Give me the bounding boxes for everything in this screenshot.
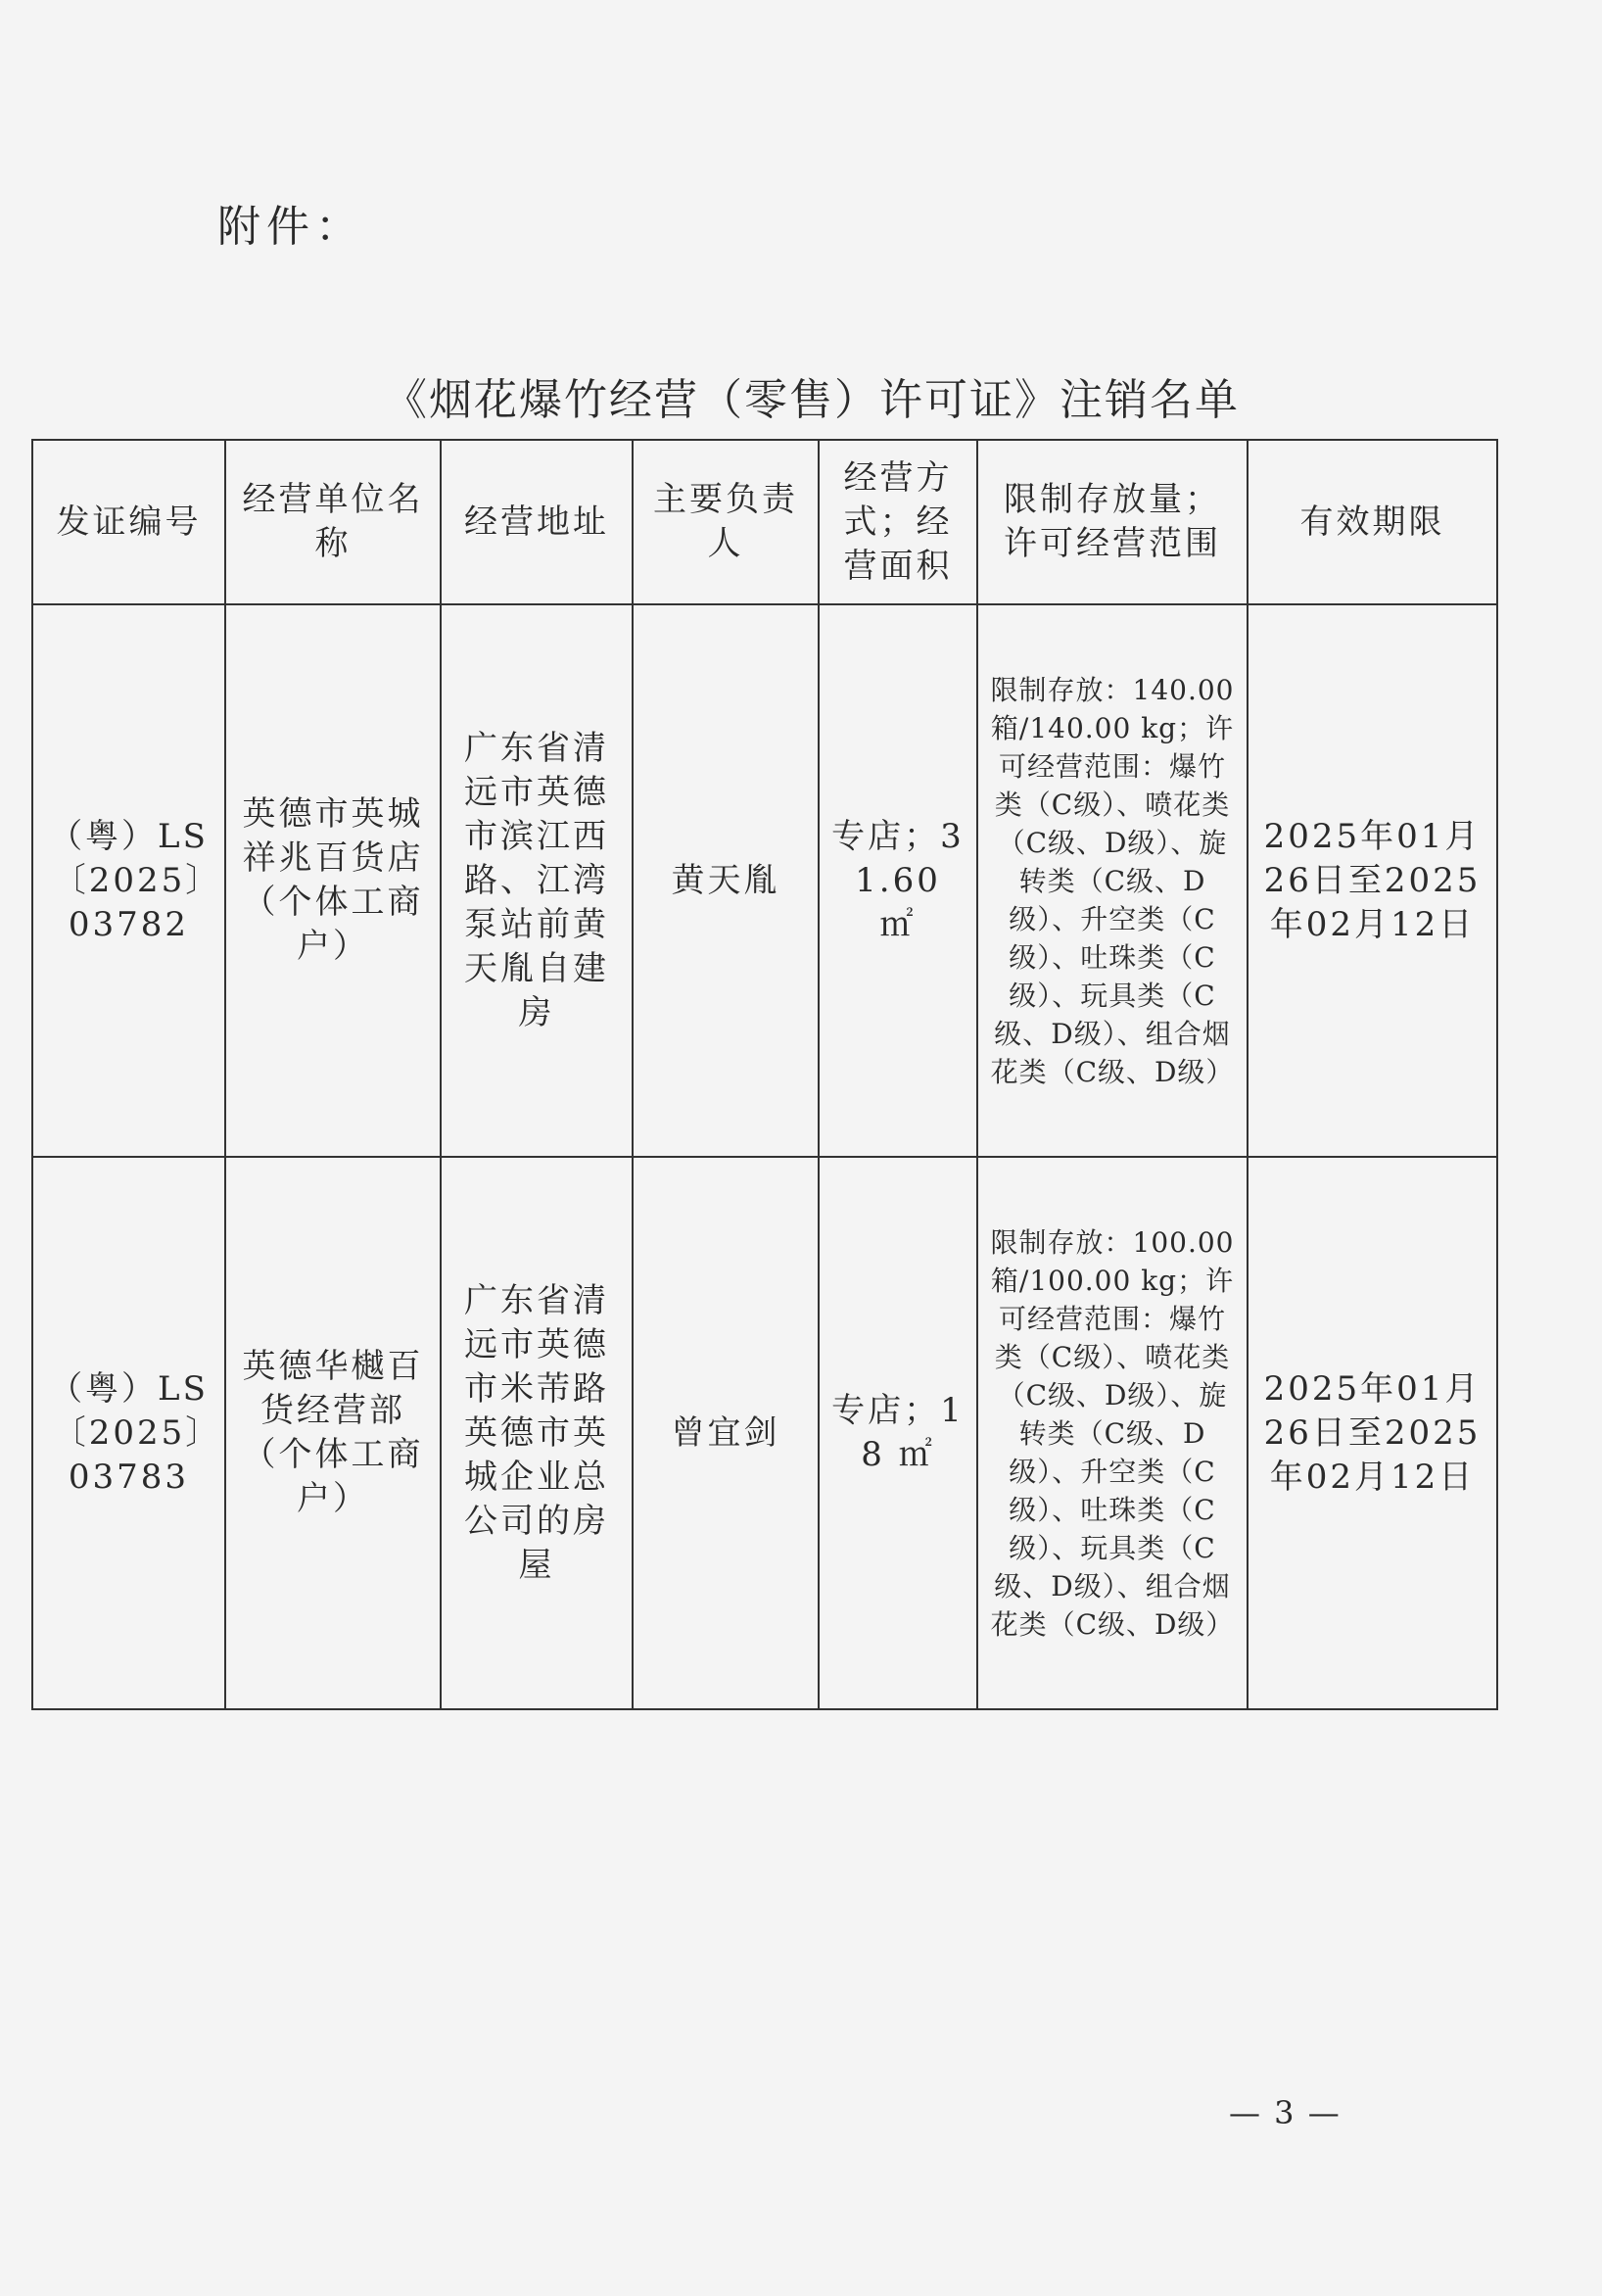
cell-validity: 2025年01月26日至2025年02月12日 (1248, 1157, 1497, 1709)
cell-mode-area: 专店；18 ㎡ (819, 1157, 977, 1709)
cell-address: 广东省清远市英德市滨江西路、江湾泵站前黄天胤自建房 (441, 604, 633, 1157)
cell-validity: 2025年01月26日至2025年02月12日 (1248, 604, 1497, 1157)
cell-license-no: （粤）LS〔2025〕03782 (32, 604, 225, 1157)
cell-scope: 限制存放：100.00 箱/100.00 kg；许可经营范围：爆竹类（C级）、喷花类（C级、D级）、旋转类（C级、D级）、升空类（C级）、吐珠类（C级）、玩具类（C级、D级）、组合烟花类（C级、D级） (977, 1157, 1248, 1709)
table-row (32, 604, 1497, 1157)
revocation-table (31, 439, 1498, 1710)
table-row (32, 1157, 1497, 1709)
cell-principal: 曾宜剑 (633, 1157, 819, 1709)
header-validity: 有效期限 (1248, 440, 1497, 604)
header-principal: 主要负责人 (633, 440, 819, 604)
header-company: 经营单位名称 (225, 440, 441, 604)
cell-license-no: （粤）LS〔2025〕03783 (32, 1157, 225, 1709)
page-number: — 3 — (1229, 2094, 1342, 2131)
cell-address: 广东省清远市英德市米芾路英德市英城企业总公司的房屋 (441, 1157, 633, 1709)
table-header-row (32, 440, 1497, 604)
header-scope: 限制存放量；许可经营范围 (977, 440, 1248, 604)
header-address: 经营地址 (441, 440, 633, 604)
cell-mode-area: 专店；31.60 ㎡ (819, 604, 977, 1157)
header-mode-area: 经营方式；经营面积 (819, 440, 977, 604)
cell-scope: 限制存放：140.00 箱/140.00 kg；许可经营范围：爆竹类（C级）、喷花类（C级、D级）、旋转类（C级、D级）、升空类（C级）、吐珠类（C级）、玩具类（C级、D级）、组合烟花类（C级、D级） (977, 604, 1248, 1157)
cell-company: 英德华樾百货经营部（个体工商户） (225, 1157, 441, 1709)
attachment-label: 附件： (217, 202, 364, 252)
cell-company: 英德市英城祥兆百货店（个体工商户） (225, 604, 441, 1157)
header-license-no: 发证编号 (32, 440, 225, 604)
document-title: 《烟花爆竹经营（零售）许可证》注销名单 (384, 375, 1240, 425)
cell-principal: 黄天胤 (633, 604, 819, 1157)
